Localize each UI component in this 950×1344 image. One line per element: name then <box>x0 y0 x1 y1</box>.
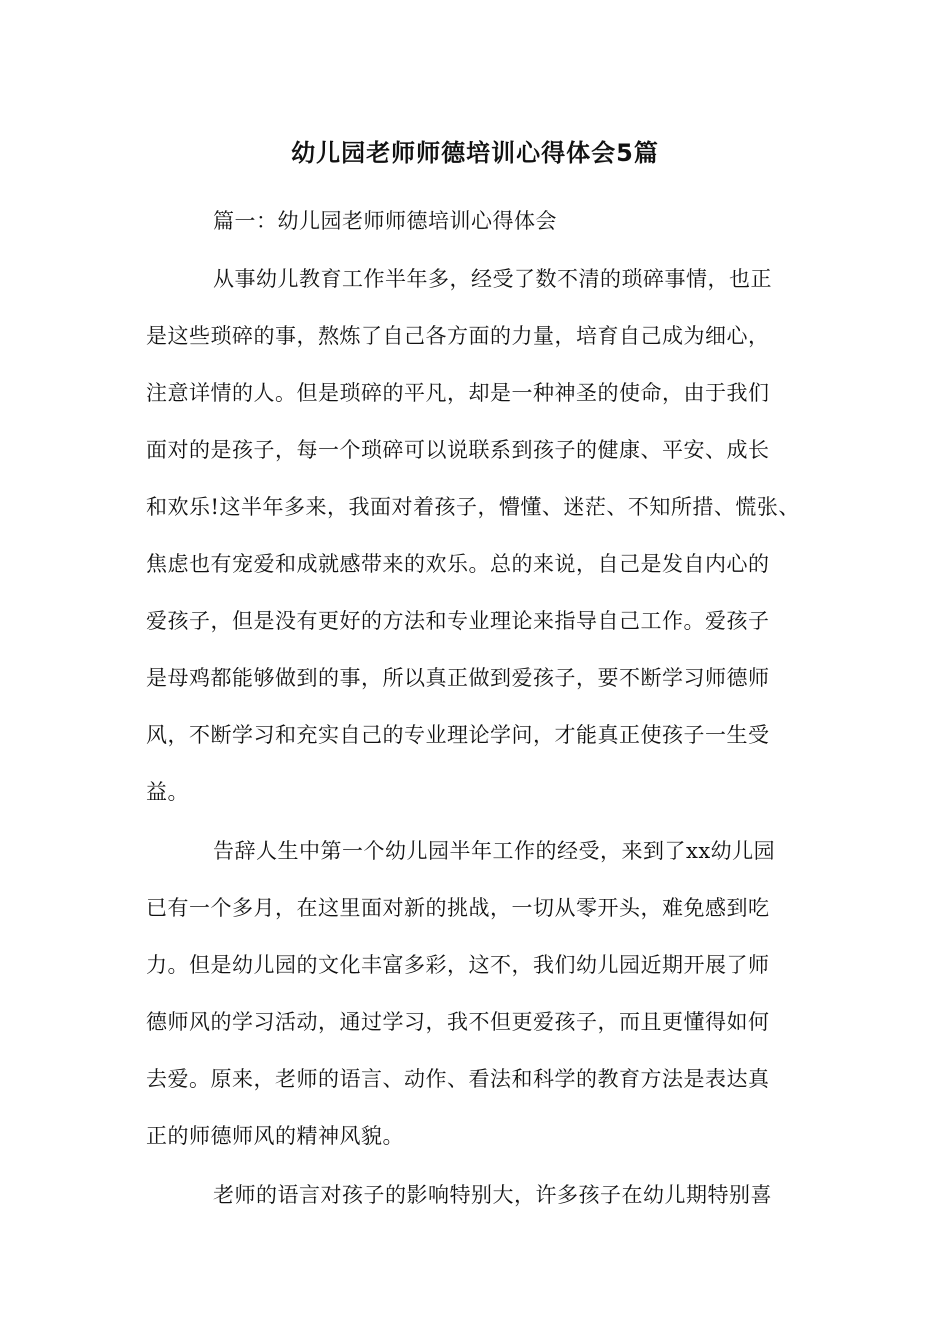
document-title: 幼儿园老师师德培训心得体会5篇 <box>291 139 659 167</box>
paragraph-line: 风，不断学习和充实自己的专业理论学问，才能真正使孩子一生受 <box>146 723 770 747</box>
paragraph-line: 老师的语言对孩子的影响特别大，许多孩子在幼儿期特别喜 <box>213 1183 772 1207</box>
paragraph-line: 告辞人生中第一个幼儿园半年工作的经受，来到了xx幼儿园 <box>213 839 776 863</box>
paragraph-line: 面对的是孩子，每一个琐碎可以说联系到孩子的健康、平安、成长 <box>146 438 770 462</box>
paragraph-line: 从事幼儿教育工作半年多，经受了数不清的琐碎事情，也正 <box>213 267 772 291</box>
paragraph-line: 德师风的学习活动，通过学习，我不但更爱孩子，而且更懂得如何 <box>146 1010 770 1034</box>
section-heading: 篇一：幼儿园老师师德培训心得体会 <box>213 209 557 233</box>
paragraph-line: 已有一个多月，在这里面对新的挑战，一切从零开头，难免感到吃 <box>146 896 770 920</box>
paragraph-line: 和欢乐!这半年多来，我面对着孩子，懵懂、迷茫、不知所措、慌张、 <box>146 495 800 519</box>
paragraph-line: 力。但是幼儿园的文化丰富多彩，这不，我们幼儿园近期开展了师 <box>146 953 770 977</box>
paragraph-line: 是母鸡都能够做到的事，所以真正做到爱孩子，要不断学习师德师 <box>146 666 770 690</box>
paragraph-line: 焦虑也有宠爱和成就感带来的欢乐。总的来说，自己是发自内心的 <box>146 552 770 576</box>
paragraph-line: 是这些琐碎的事，熬炼了自己各方面的力量，培育自己成为细心， <box>146 324 770 348</box>
paragraph-line: 去爱。原来，老师的语言、动作、看法和科学的教育方法是表达真 <box>146 1067 770 1091</box>
paragraph-line: 益。 <box>146 780 189 804</box>
paragraph-line: 爱孩子，但是没有更好的方法和专业理论来指导自己工作。爱孩子 <box>146 609 770 633</box>
paragraph-line: 注意详情的人。但是琐碎的平凡，却是一种神圣的使命，由于我们 <box>146 381 770 405</box>
paragraph-line: 正的师德师风的精神风貌。 <box>146 1124 404 1148</box>
